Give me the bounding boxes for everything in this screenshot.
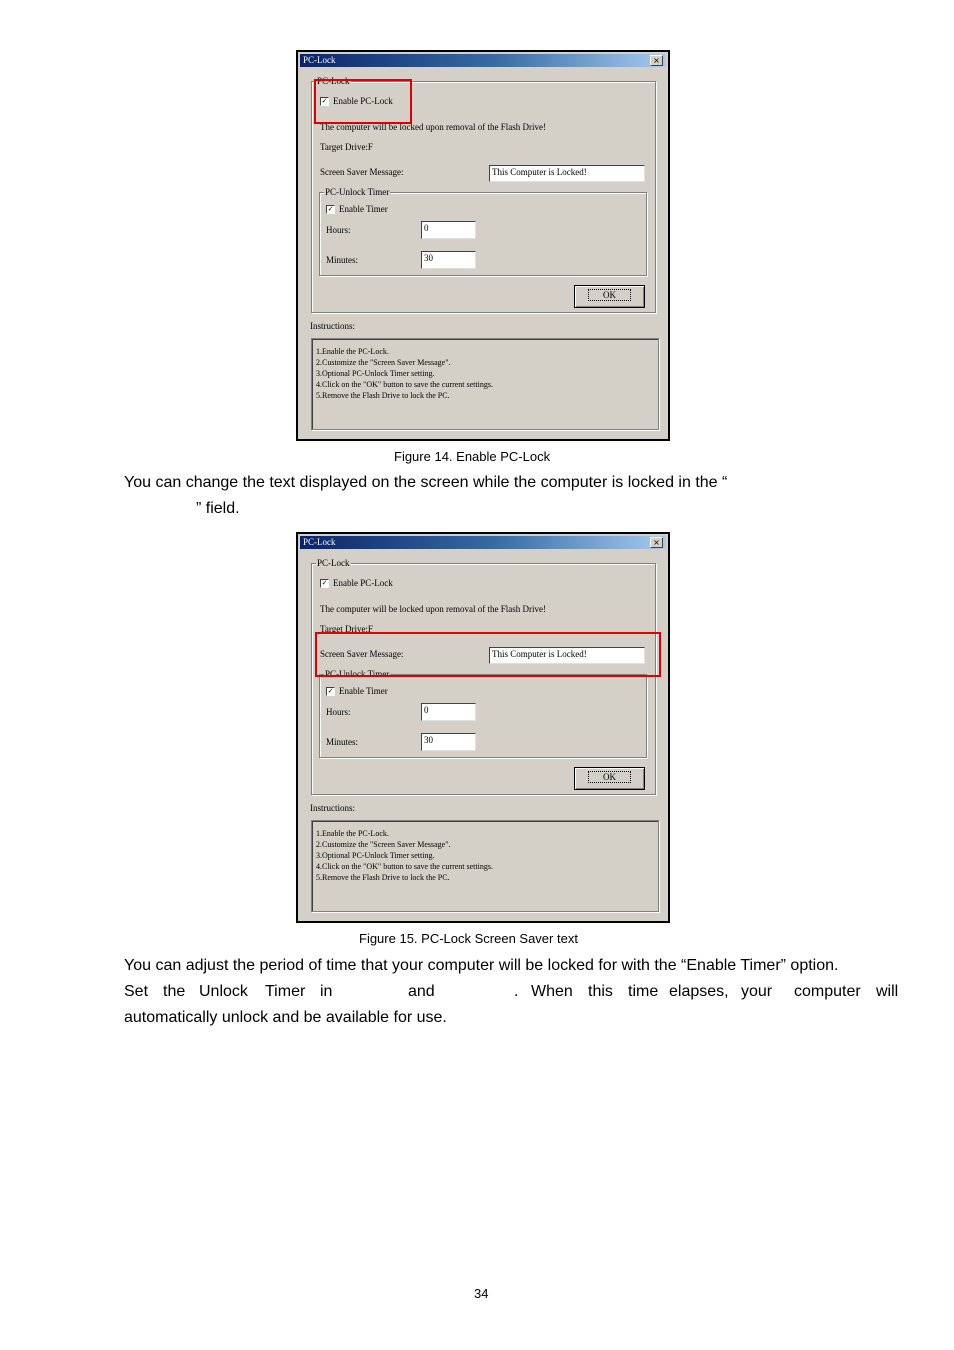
pc-unlock-timer-group-label: PC-Unlock Timer xyxy=(325,669,390,679)
screen-saver-input[interactable]: This Computer is Locked! xyxy=(489,647,645,664)
instruction-line: 2.Customize the "Screen Saver Message". xyxy=(316,358,451,367)
instructions-label: Instructions: xyxy=(310,321,355,331)
close-icon[interactable]: × xyxy=(650,55,663,66)
word: Set xyxy=(124,983,149,1000)
word: this xyxy=(588,983,613,1000)
instruction-line: 3.Optional PC-Unlock Timer setting. xyxy=(316,851,435,860)
highlight-screen-saver-message xyxy=(315,632,661,677)
instruction-line: 5.Remove the Flash Drive to lock the PC. xyxy=(316,391,450,400)
page-number: 34 xyxy=(474,1286,489,1301)
instruction-line: 4.Click on the "OK" button to save the current settings. xyxy=(316,862,493,871)
minutes-input[interactable]: 30 xyxy=(421,251,476,269)
info-text: The computer will be locked upon removal of the Flash Drive! xyxy=(320,122,546,132)
pc-lock-group-label: PC-Lock xyxy=(317,76,350,86)
screen-saver-label: Screen Saver Message: xyxy=(320,649,404,659)
instruction-line: 1.Enable the PC-Lock. xyxy=(316,347,389,356)
word: and xyxy=(408,983,435,1000)
figure14-caption: Figure 14. Enable PC-Lock xyxy=(394,449,551,464)
highlight-enable-pc-lock xyxy=(314,79,412,124)
instruction-line: 3.Optional PC-Unlock Timer setting. xyxy=(316,369,435,378)
paragraph1-line1: You can change the text displayed on the screen while the computer is locked in the “ xyxy=(124,474,728,491)
target-drive-text: Target Drive:F xyxy=(320,624,373,634)
word: . xyxy=(514,983,519,1000)
enable-timer-label[interactable]: Enable Timer xyxy=(339,204,388,214)
word: When xyxy=(531,983,573,1000)
enable-timer-checkbox[interactable]: ✓ xyxy=(327,687,334,695)
word: your xyxy=(741,983,773,1000)
instruction-line: 5.Remove the Flash Drive to lock the PC. xyxy=(316,873,450,882)
instructions-box xyxy=(311,820,659,912)
hours-input[interactable]: 0 xyxy=(421,221,476,239)
enable-pc-lock-checkbox[interactable]: ✓ xyxy=(321,579,328,587)
word: Unlock xyxy=(199,983,248,1000)
minutes-label: Minutes: xyxy=(326,255,359,265)
close-icon[interactable]: × xyxy=(650,537,663,548)
instructions-box xyxy=(311,338,659,430)
word: the xyxy=(163,983,186,1000)
minutes-label: Minutes: xyxy=(326,737,359,747)
word: elapses, xyxy=(669,983,729,1000)
ok-button-label: OK xyxy=(588,771,631,783)
ok-button[interactable] xyxy=(574,285,645,308)
instruction-line: 4.Click on the "OK" button to save the current settings. xyxy=(316,380,493,389)
enable-timer-checkbox[interactable]: ✓ xyxy=(327,205,334,213)
ok-button[interactable] xyxy=(574,767,645,790)
title-bar[interactable] xyxy=(300,54,666,67)
word: will xyxy=(876,983,899,1000)
screen-saver-input[interactable]: This Computer is Locked! xyxy=(489,165,645,182)
minutes-input[interactable]: 30 xyxy=(421,733,476,751)
enable-pc-lock-label[interactable]: Enable PC-Lock xyxy=(333,96,393,106)
word: computer xyxy=(794,983,861,1000)
pc-unlock-timer-group-label: PC-Unlock Timer xyxy=(325,187,390,197)
paragraph2-line1: You can adjust the period of time that your computer will be locked for with the “Enable Timer” option. xyxy=(124,957,839,974)
enable-pc-lock-checkbox[interactable]: ✓ xyxy=(321,97,328,105)
enable-pc-lock-label[interactable]: Enable PC-Lock xyxy=(333,578,393,588)
pc-lock-dialog-figure14 xyxy=(296,50,670,441)
hours-label: Hours: xyxy=(326,707,351,717)
paragraph1-line2: ” field. xyxy=(196,500,240,517)
paragraph2-line2 xyxy=(124,983,904,1003)
paragraph2-line3: automatically unlock and be available for use. xyxy=(124,1009,447,1026)
word: Timer xyxy=(265,983,306,1000)
pc-lock-group-label: PC-Lock xyxy=(317,558,350,568)
instruction-line: 2.Customize the "Screen Saver Message". xyxy=(316,840,451,849)
screen-saver-label: Screen Saver Message: xyxy=(320,167,404,177)
word: time xyxy=(628,983,659,1000)
figure15-caption: Figure 15. PC-Lock Screen Saver text xyxy=(359,931,578,946)
word: in xyxy=(320,983,333,1000)
hours-input[interactable]: 0 xyxy=(421,703,476,721)
instructions-label: Instructions: xyxy=(310,803,355,813)
ok-button-label: OK xyxy=(588,289,631,301)
instruction-line: 1.Enable the PC-Lock. xyxy=(316,829,389,838)
title-bar[interactable] xyxy=(300,536,666,549)
window-title: PC-Lock xyxy=(303,55,336,65)
enable-timer-label[interactable]: Enable Timer xyxy=(339,686,388,696)
window-title: PC-Lock xyxy=(303,537,336,547)
target-drive-text: Target Drive:F xyxy=(320,142,373,152)
info-text: The computer will be locked upon removal of the Flash Drive! xyxy=(320,604,546,614)
hours-label: Hours: xyxy=(326,225,351,235)
pc-lock-dialog-figure15 xyxy=(296,532,670,923)
